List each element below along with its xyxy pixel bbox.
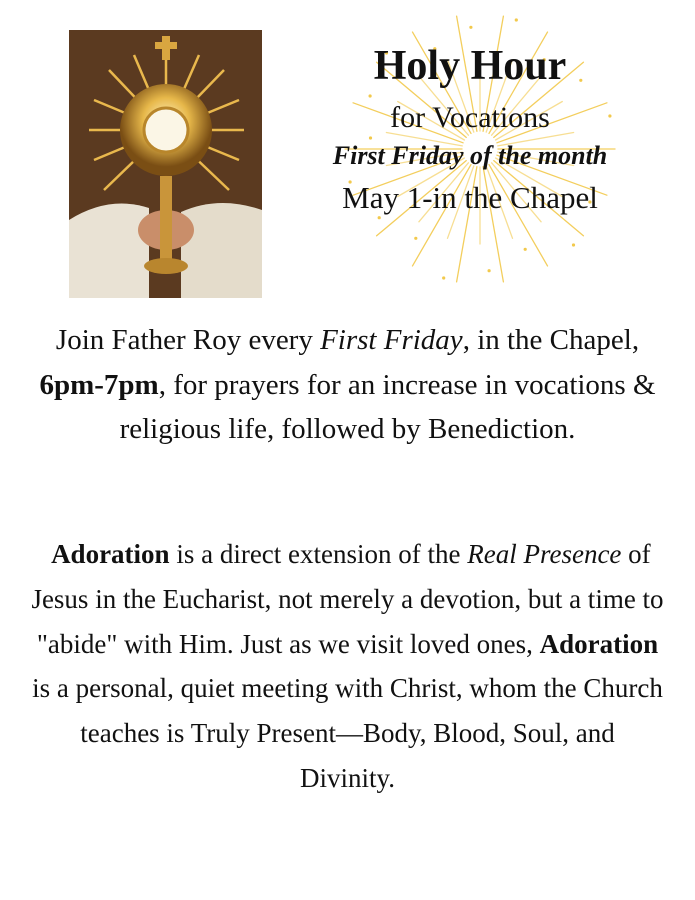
starburst-dot <box>469 26 472 29</box>
text-span: of Jesus in the Eucharist, not merely a devotion, but a time to "abide" with Him. Just as we visit loved ones, <box>31 539 664 659</box>
monstrance-photo <box>69 30 262 298</box>
text-span: is a direct extension of the <box>169 539 468 569</box>
text-span: , for prayers for an increase in vocations & religious life, followed by Benediction. <box>119 368 656 445</box>
emphasis-text: Real Presence <box>467 539 622 569</box>
text-span: Join Father Roy every <box>55 324 321 356</box>
text-span: , in the Chapel, <box>462 324 640 356</box>
text-span: is a personal, quiet meeting with Christ, whom the Church teaches is Truly Present—Body, Blood, Soul, and Divinity. <box>32 673 663 793</box>
emphasis-text: First Friday <box>320 324 463 356</box>
time-range: 6pm-7pm <box>39 368 159 401</box>
page-title: Holy Hour <box>373 43 567 89</box>
bold-term: Adoration <box>51 539 170 569</box>
bold-term: Adoration <box>539 628 659 659</box>
monstrance-icon <box>69 30 262 298</box>
starburst-dot <box>414 237 417 240</box>
starburst-dot <box>442 276 445 279</box>
starburst-dot <box>488 269 491 272</box>
reflection-paragraph <box>30 532 665 801</box>
starburst-dot <box>572 243 575 246</box>
starburst-dot <box>515 18 518 21</box>
title-block <box>300 40 640 220</box>
starburst-dot <box>524 248 527 251</box>
schedule-line: First Friday of the month <box>332 141 608 170</box>
subtitle: for Vocations <box>390 101 550 134</box>
date-location-line: May 1-in the Chapel <box>342 180 598 215</box>
announcement-paragraph <box>30 318 665 452</box>
